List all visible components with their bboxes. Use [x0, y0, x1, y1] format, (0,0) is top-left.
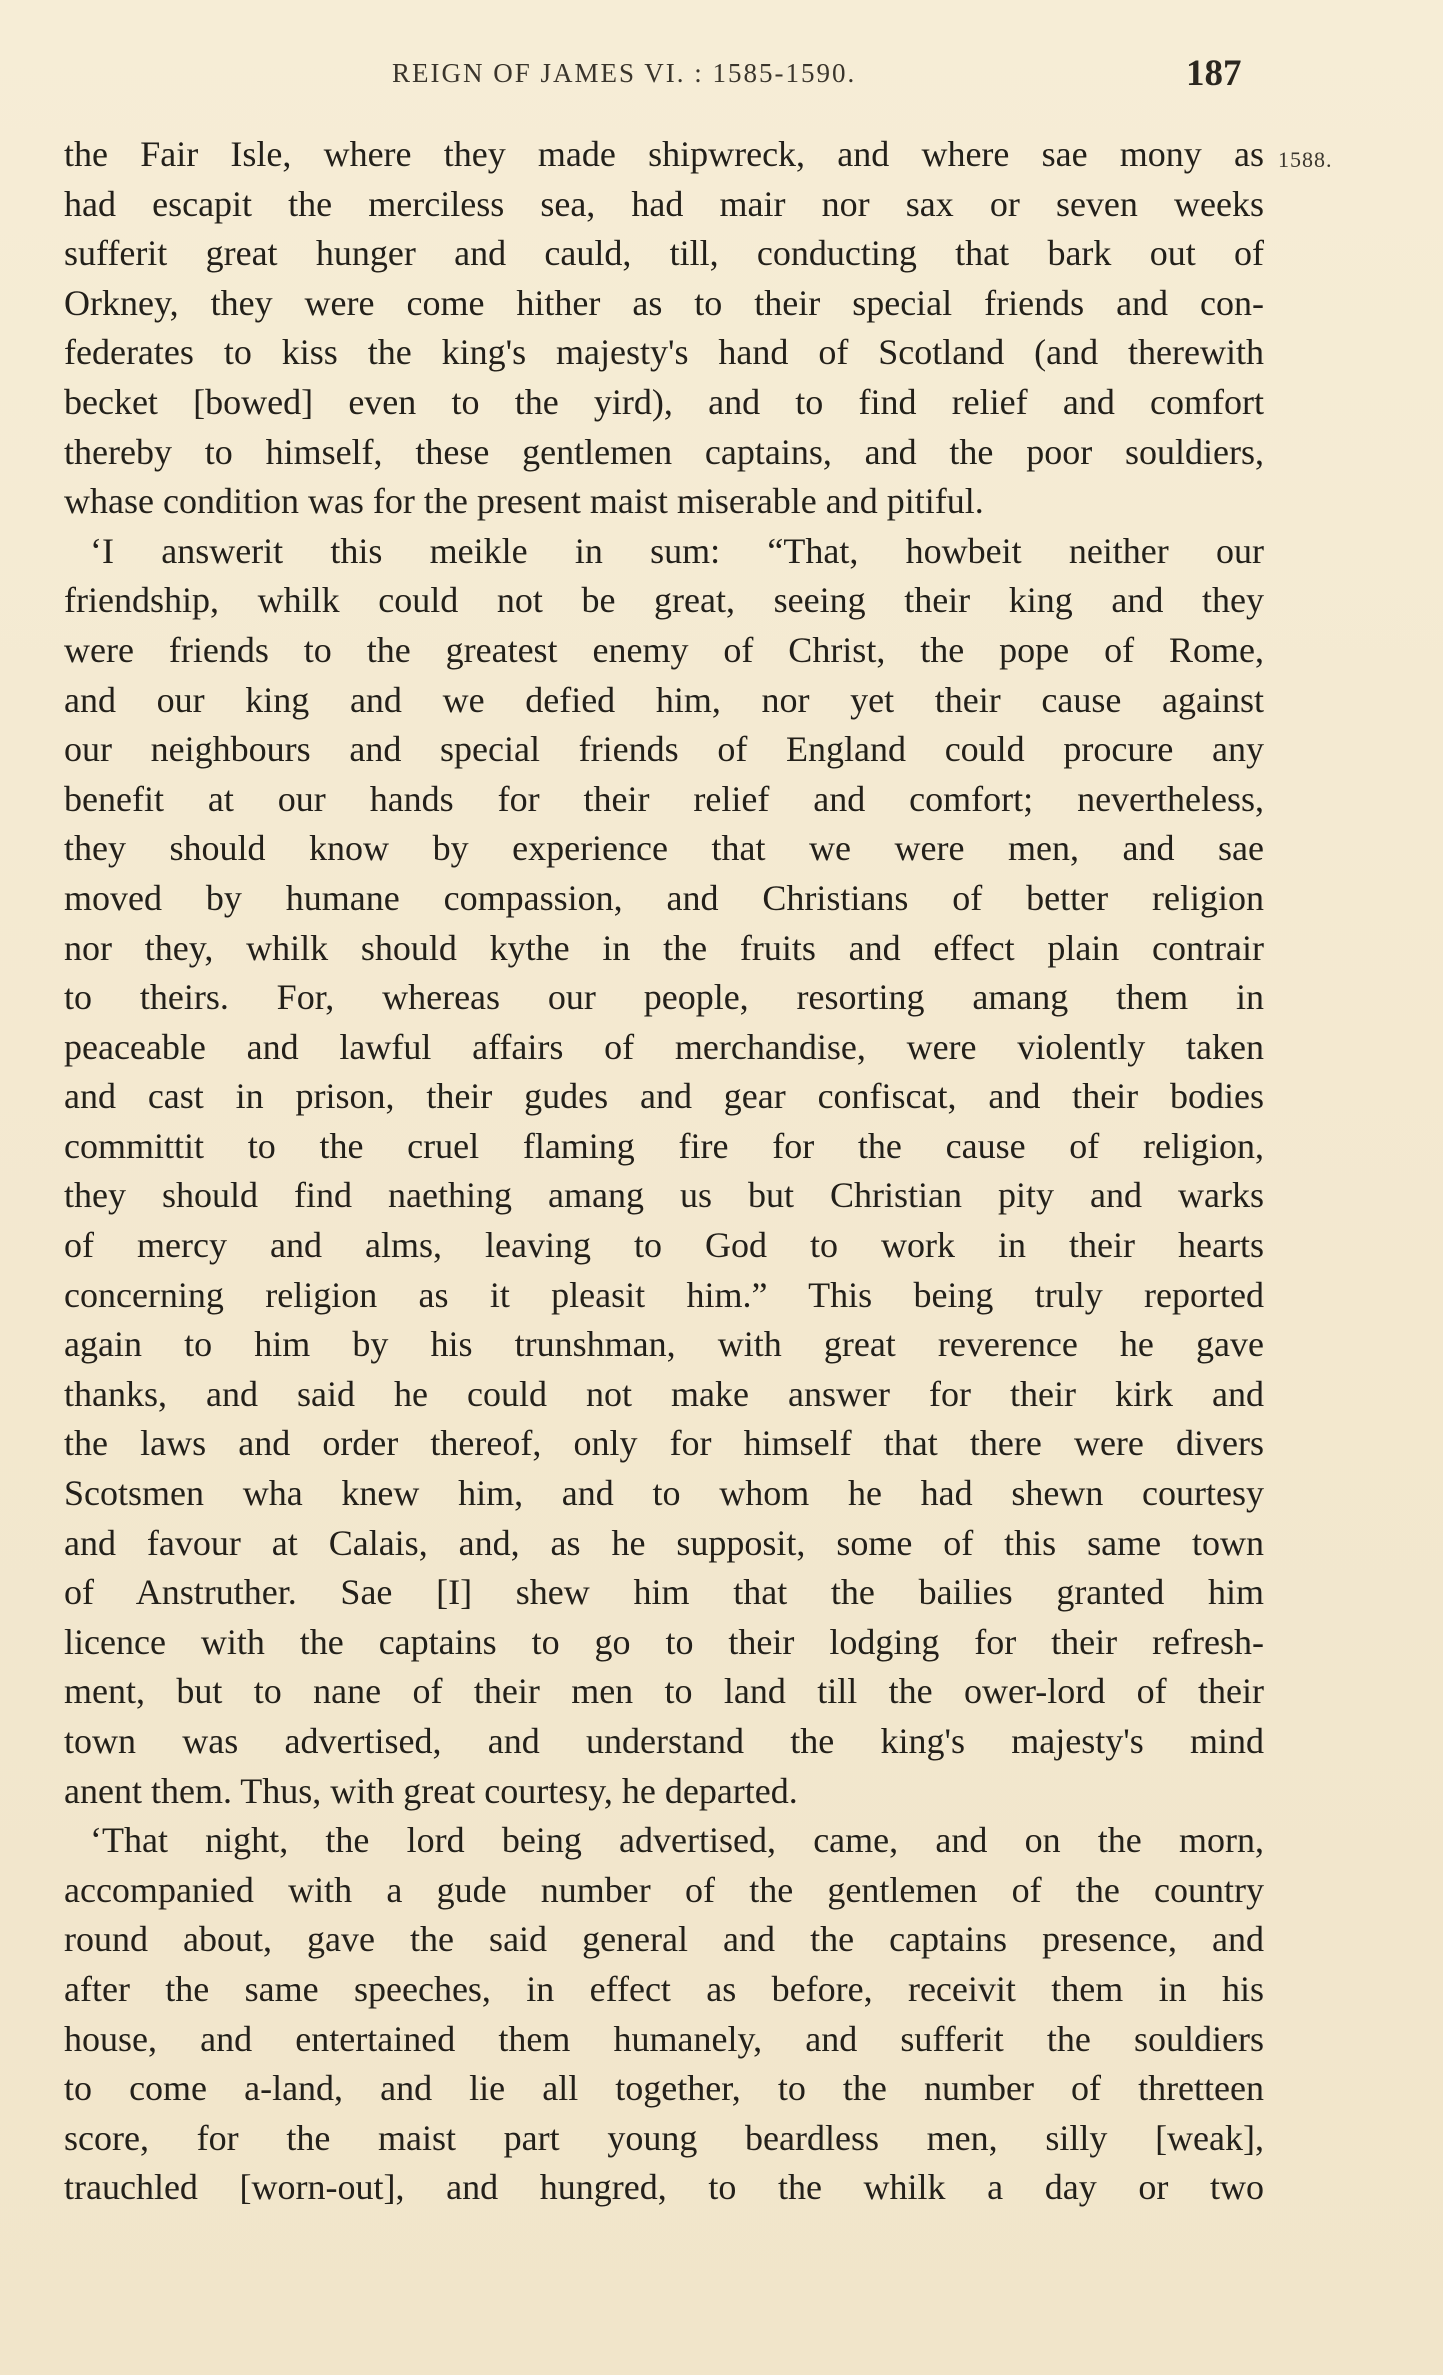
text-line: and our king and we defied him, nor yet their cause against — [64, 679, 1264, 720]
text-line: whase condition was for the present maist miserable and pitiful. — [64, 481, 984, 522]
text-line: they should find naething amang us but Christian pity and warks — [64, 1175, 1264, 1216]
text-line: Orkney, they were come hither as to their special friends and con- — [64, 282, 1264, 323]
text-line: becket [bowed] even to the yird), and to find relief and comfort — [64, 381, 1264, 422]
text-line: thanks, and said he could not make answer for their kirk and — [64, 1373, 1264, 1414]
text-line: the Fair Isle, where they made shipwreck, and where sae mony as — [64, 134, 1264, 174]
text-line: they should know by experience that we were men, and sae — [64, 828, 1264, 869]
text-line: and favour at Calais, and, as he supposit, some of this same town — [64, 1522, 1264, 1563]
text-line: ‘That night, the lord being advertised, came, and on the morn, — [90, 1820, 1264, 1861]
text-line: committit to the cruel flaming fire for the cause of religion, — [64, 1125, 1264, 1166]
text-line: sufferit great hunger and cauld, till, conducting that bark out of — [64, 233, 1264, 274]
text-line: and cast in prison, their gudes and gear confiscat, and their bodies — [64, 1076, 1264, 1117]
text-line: round about, gave the said general and the captains presence, and — [64, 1919, 1264, 1960]
text-line: ‘I answerit this meikle in sum: “That, howbeit neither our — [90, 530, 1264, 571]
margin-year-note: 1588. — [1278, 147, 1333, 172]
text-line: trauchled [worn-out], and hungred, to the whilk a day or two — [64, 2167, 1264, 2208]
text-line: peaceable and lawful affairs of merchandise, were violently taken — [64, 1026, 1264, 1067]
text-line: the laws and order thereof, only for himself that there were divers — [64, 1423, 1264, 1464]
page-number: 187 — [1186, 53, 1242, 94]
text-line: of mercy and alms, leaving to God to work in their hearts — [64, 1225, 1264, 1266]
text-line: Scotsmen wha knew him, and to whom he had shewn courtesy — [64, 1473, 1264, 1514]
text-line: were friends to the greatest enemy of Christ, the pope of Rome, — [64, 629, 1264, 670]
text-line: licence with the captains to go to their lodging for their refresh- — [64, 1621, 1264, 1662]
text-line: our neighbours and special friends of England could procure any — [64, 729, 1264, 770]
text-line: to theirs. For, whereas our people, resorting amang them in — [64, 977, 1264, 1018]
text-line: nor they, whilk should kythe in the fruits and effect plain contrair — [64, 927, 1264, 968]
text-line: anent them. Thus, with great courtesy, he departed. — [64, 1770, 798, 1811]
text-line: had escapit the merciless sea, had mair nor sax or seven weeks — [64, 183, 1264, 224]
text-line: town was advertised, and understand the king's majesty's mind — [64, 1721, 1264, 1761]
text-line: federates to kiss the king's majesty's hand of Scotland (and therewith — [64, 332, 1264, 373]
text-line: score, for the maist part young beardless men, silly [weak], — [64, 2117, 1264, 2158]
text-line: friendship, whilk could not be great, seeing their king and they — [64, 580, 1264, 621]
text-line: again to him by his trunshman, with great reverence he gave — [64, 1324, 1264, 1365]
text-line: ment, but to nane of their men to land till the ower-lord of their — [64, 1671, 1264, 1712]
text-line: of Anstruther. Sae [I] shew him that the bailies granted him — [64, 1572, 1264, 1613]
text-line: concerning religion as it pleasit him.” This being truly reported — [64, 1274, 1264, 1315]
text-line: house, and entertained them humanely, and sufferit the souldiers — [64, 2018, 1264, 2059]
body-text — [64, 130, 1264, 2213]
text-line: after the same speeches, in effect as before, receivit them in his — [64, 1968, 1264, 2009]
text-line: benefit at our hands for their relief and comfort; nevertheless, — [64, 778, 1264, 819]
text-line: moved by humane compassion, and Christians of better religion — [64, 877, 1264, 918]
text-line: to come a-land, and lie all together, to the number of thretteen — [64, 2068, 1264, 2109]
text-line: accompanied with a gude number of the gentlemen of the country — [64, 1869, 1264, 1910]
running-head: REIGN OF JAMES VI. : 1585-1590. — [392, 58, 857, 88]
text-line: thereby to himself, these gentlemen captains, and the poor souldiers, — [64, 431, 1264, 472]
